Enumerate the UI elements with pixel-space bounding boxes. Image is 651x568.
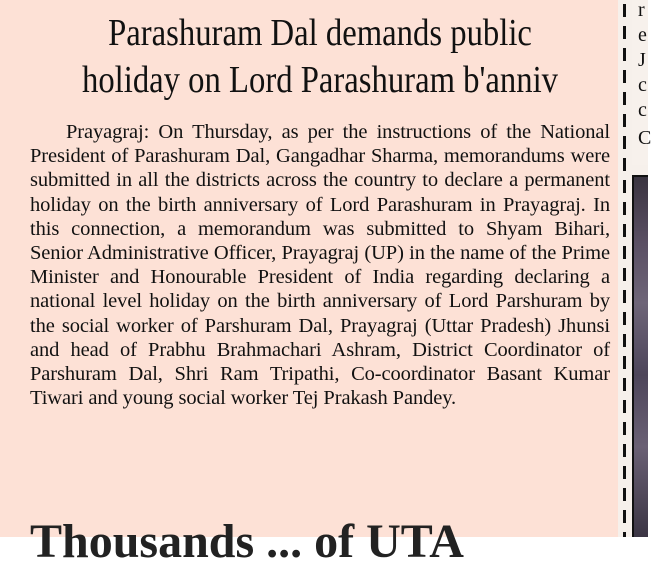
side-fragment: C: [638, 127, 651, 149]
divider-dash: [623, 488, 626, 501]
divider-dash: [623, 70, 626, 83]
side-fragment: e: [638, 24, 647, 46]
article-headline: [71, 10, 570, 104]
divider-dash: [623, 422, 626, 435]
side-fragment: c: [638, 74, 647, 96]
side-fragment: c: [638, 99, 647, 121]
adjacent-photo: [632, 175, 648, 537]
next-article-headline-cutoff: Thousands ... of UTA: [30, 515, 464, 568]
divider-dash: [623, 444, 626, 457]
divider-dash: [623, 114, 626, 127]
divider-dash: [623, 290, 626, 303]
side-fragment: J: [638, 49, 646, 71]
divider-dash: [623, 268, 626, 281]
divider-dash: [623, 510, 626, 523]
divider-dash: [623, 48, 626, 61]
divider-dash: [623, 92, 626, 105]
headline-line-2: holiday on Lord Parashuram b'anniv: [81, 59, 559, 101]
divider-dash: [623, 224, 626, 237]
divider-dash: [623, 400, 626, 413]
adjacent-column-text: [632, 0, 651, 165]
divider-dash: [623, 4, 626, 17]
column-divider-dashed: [618, 0, 632, 537]
divider-dash: [623, 136, 626, 149]
divider-dash: [623, 334, 626, 347]
divider-dash: [623, 312, 626, 325]
divider-dash: [623, 180, 626, 193]
divider-dash: [623, 378, 626, 391]
divider-dash: [623, 246, 626, 259]
headline-line-1: Parashuram Dal demands public: [108, 12, 532, 54]
article-body: Prayagraj: On Thursday, as per the instructions of the National President of Parashuram Dal, Gangadhar Sharma, memorandums were submitted in all the districts across the country to declare a permanent holiday on the birth anniversary of Lord Parashuram in Prayagraj. In this connection, a memorandum was submitted to Shyam Bihari, Senior Administrative Officer, Prayagraj (UP) in the name of the Prime Minister and Honourable President of India regarding declaring a national level holiday on the birth anniversary of Lord Parshuram by the social worker of Parshuram Dal, Prayagraj (Uttar Pradesh) Jhunsi and head of Prabhu Brahmachari Ashram, District Coordinator of Parshuram Dal, Shri Ram Tripathi, Co-coordinator Basant Kumar Tiwari and young social worker Tej Prakash Pandey.: [30, 121, 610, 410]
divider-dash: [623, 466, 626, 479]
divider-dash: [623, 158, 626, 171]
divider-dash: [623, 532, 626, 537]
divider-dash: [623, 356, 626, 369]
side-fragment: r: [638, 0, 645, 21]
divider-dash: [623, 202, 626, 215]
divider-dash: [623, 26, 626, 39]
